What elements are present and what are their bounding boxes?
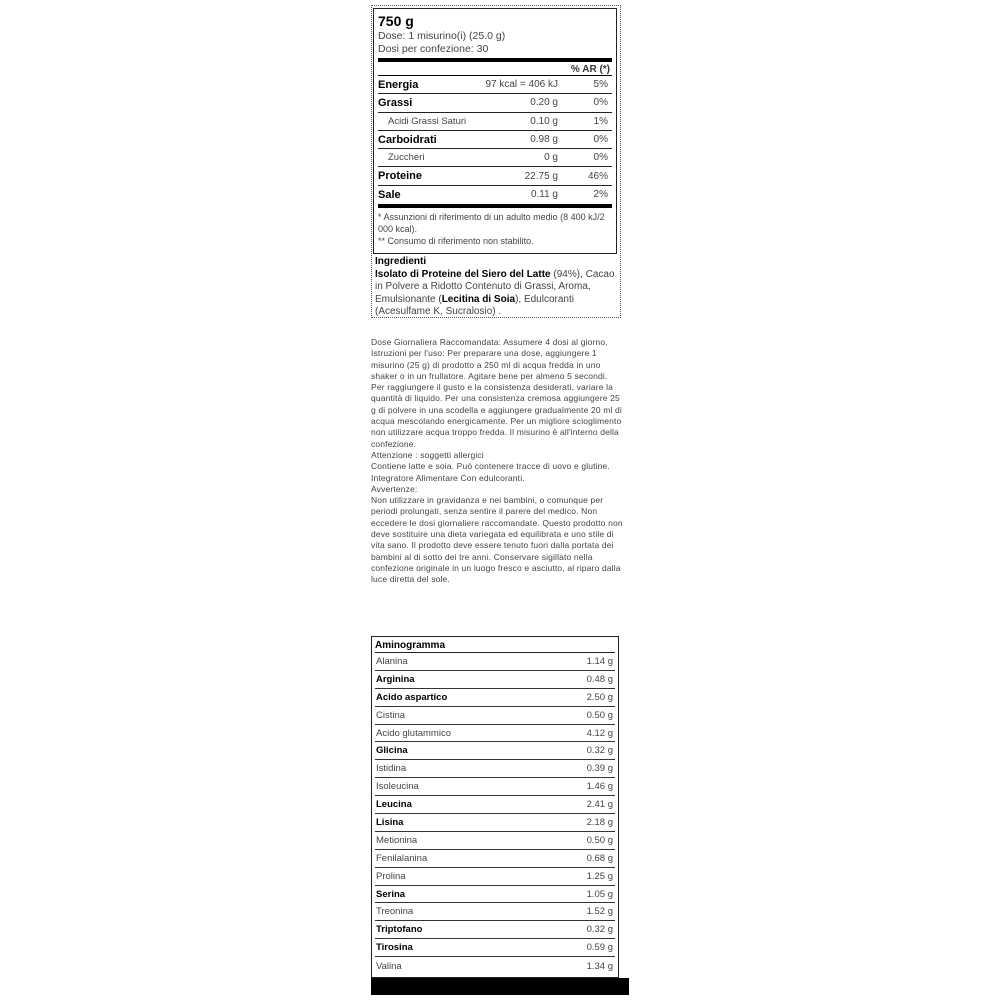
nutrient-row-zuccheri — [378, 149, 612, 167]
warnings-title: Avvertenze: — [371, 483, 418, 494]
amino-value: 1.34 g — [586, 960, 613, 972]
serving-size: Dose: 1 misurino(i) (25.0 g) — [378, 30, 506, 42]
amino-name: Triptofano — [376, 924, 423, 936]
footnotes — [378, 211, 612, 247]
amino-value: 0.32 g — [586, 924, 613, 936]
amino-row-lisina — [375, 814, 615, 832]
ingredients-text-part: (94%), Cacao in Polvere a Ridotto Contenuto di Grassi, Aroma, Emulsionante ( — [375, 268, 615, 305]
amino-name: Treonina — [376, 906, 414, 918]
amino-name: Leucina — [376, 799, 412, 811]
amino-row-isoleucina — [375, 778, 615, 796]
ar-column-header: % AR (*) — [570, 64, 610, 75]
amino-name: Prolina — [376, 870, 406, 882]
nutrient-label: Grassi — [378, 96, 413, 109]
amino-value: 0.39 g — [586, 763, 613, 775]
amino-value: 1.46 g — [586, 781, 613, 793]
nutrient-percent: 2% — [593, 189, 608, 201]
allergen-warning-text: Contiene latte e soia. Può contenere tracce di uovo e glutine. Integratore Alimentare Con edulcoranti. — [371, 461, 610, 483]
amino-name: Lisina — [376, 816, 404, 828]
amino-name: Acido aspartico — [376, 691, 448, 703]
amino-row-alanina — [375, 653, 615, 671]
nutrient-value: 0.98 g — [530, 134, 558, 146]
nutrient-value: 0.10 g — [530, 115, 558, 127]
nutrient-row-acidi-grassi-saturi — [378, 113, 612, 131]
amino-row-glicina — [375, 742, 615, 760]
amino-name: Serina — [376, 888, 406, 900]
nutrient-percent: 1% — [593, 115, 608, 127]
nutrient-percent: 5% — [593, 79, 608, 91]
footnote-reference-intake: * Assunzioni di riferimento di un adulto medio (8 400 kJ/2 000 kcal). — [378, 212, 605, 235]
nutrient-percent: 0% — [593, 152, 608, 164]
amino-row-cistina — [375, 707, 615, 725]
nutrient-label: Proteine — [378, 170, 423, 183]
amino-name: Istidina — [376, 763, 407, 775]
servings-per-package: Dosi per confezione: 30 — [378, 43, 489, 55]
nutrient-value: 97 kcal = 406 kJ — [485, 79, 558, 91]
directions-usage: Dose Giornaliera Raccomandata: Assumere 4 dosi al giorno. Istruzioni per l'uso: Per preparare una dose, aggiungere 1 misurino (25 g) di prodotto a 250 ml di acqua fredda in uno shaker o in un frullatore. Agitare bene per almeno 5 secondi. Per raggiungere il gusto e la consistenza desiderati, variare la quantità di liquido. Per una consistenza cremosa aggiungere 25 g di polvere in una scodella e aggiungere gradualmente 20 ml di acqua mescolando energicamente. Per un migliore scioglimento non utilizzare acqua troppo fredda. Il misurino è all'interno della confezione. — [371, 337, 622, 449]
amino-name: Metionina — [376, 834, 418, 846]
amino-value: 0.59 g — [586, 942, 613, 954]
nutrient-value: 0.11 g — [530, 189, 558, 201]
warnings-text: Non utilizzare in gravidanza e nei bambini, o comunque per periodi prolungati, senza sentire il parere del medico. Non eccedere le dosi giornaliere raccomandate. Questo prodotto non deve sostituire una dieta variegata ed equilibrata e uno stile di vita sano. Il prodotto deve essere tenuto fuori dalla portata dei bambini al di sotto dei tre anni. Conservare sigillato nella confezione originale in un luogo fresco e asciutto, al riparo dalla luce diretta del sole. — [371, 495, 623, 585]
ingredient-allergen-milk: Isolato di Proteine del Siero del Latte — [375, 268, 551, 280]
nutrient-row-carboidrati — [378, 131, 612, 149]
amino-name: Arginina — [376, 673, 415, 685]
amino-row-arginina — [375, 671, 615, 689]
nutrient-label: Energia — [378, 78, 419, 91]
bottom-black-bar — [371, 978, 629, 995]
amino-value: 0.50 g — [586, 709, 613, 721]
nutrient-label: Zuccheri — [388, 152, 425, 164]
amino-value: 1.25 g — [586, 870, 613, 882]
nutrient-row-proteine — [378, 167, 612, 185]
nutrient-row-energia — [378, 76, 612, 94]
amino-name: Valina — [376, 960, 402, 972]
nutrient-value: 0 g — [544, 152, 558, 164]
amino-name: Cistina — [376, 709, 406, 721]
nutrient-label: Carboidrati — [378, 133, 437, 146]
amino-name: Alanina — [376, 655, 408, 667]
amino-row-acido-aspartico — [375, 689, 615, 707]
amino-name: Glicina — [376, 745, 408, 757]
nutrient-percent: 0% — [593, 97, 608, 109]
amino-value: 0.32 g — [586, 745, 613, 757]
footnote-no-reference: ** Consumo di riferimento non stabilito. — [378, 236, 534, 247]
amino-name: Acido glutammico — [376, 727, 451, 739]
package-weight: 750 g — [378, 13, 414, 29]
amino-row-acido-glutammico — [375, 725, 615, 743]
amino-value: 1.52 g — [586, 906, 613, 918]
amino-value: 1.05 g — [586, 888, 613, 900]
ingredient-allergen-soy: Lecitina di Soia — [441, 293, 516, 305]
nutrient-value: 22.75 g — [524, 170, 558, 182]
nutrient-row-sale — [378, 186, 612, 204]
amino-value: 0.68 g — [586, 852, 613, 864]
amino-row-serina — [375, 886, 615, 904]
nutrient-row-grassi — [378, 94, 612, 112]
amino-name: Isoleucina — [376, 781, 419, 793]
amino-row-treonina — [375, 903, 615, 921]
aminogram-table — [371, 636, 619, 978]
nutrient-percent: 46% — [587, 170, 608, 182]
amino-row-triptofano — [375, 921, 615, 939]
amino-value: 2.41 g — [586, 799, 613, 811]
amino-row-metionina — [375, 832, 615, 850]
amino-value: 0.48 g — [586, 673, 613, 685]
amino-row-valina — [375, 957, 615, 975]
amino-name: Tirosina — [376, 942, 413, 954]
amino-name: Fenilalanina — [376, 852, 428, 864]
amino-row-istidina — [375, 760, 615, 778]
aminogram-title: Aminogramma — [375, 637, 615, 653]
nutrient-rows — [378, 76, 612, 208]
ingredients-title: Ingredienti — [375, 256, 427, 267]
nutrient-label: Acidi Grassi Saturi — [388, 115, 467, 127]
amino-value: 2.18 g — [586, 816, 613, 828]
nutrient-value: 0.20 g — [530, 97, 558, 109]
amino-value: 4.12 g — [586, 727, 613, 739]
amino-row-prolina — [375, 868, 615, 886]
nutrient-label: Sale — [378, 188, 401, 201]
amino-row-fenilalanina — [375, 850, 615, 868]
amino-value: 1.14 g — [586, 655, 613, 667]
allergen-warning-title: Attenzione : soggetti allergici — [371, 449, 484, 460]
nutrition-facts-table — [373, 8, 617, 254]
amino-row-tirosina — [375, 939, 615, 957]
nutrient-percent: 0% — [593, 134, 608, 146]
amino-value: 2.50 g — [586, 691, 613, 703]
directions-text — [371, 337, 623, 586]
ingredients-section — [375, 256, 617, 319]
ingredients-text-part: ), Edulcoranti (Acesulfame K, Sucralosio) . — [375, 293, 574, 317]
amino-value: 0.50 g — [586, 834, 613, 846]
amino-row-leucina — [375, 796, 615, 814]
ingredients-text — [375, 269, 617, 319]
